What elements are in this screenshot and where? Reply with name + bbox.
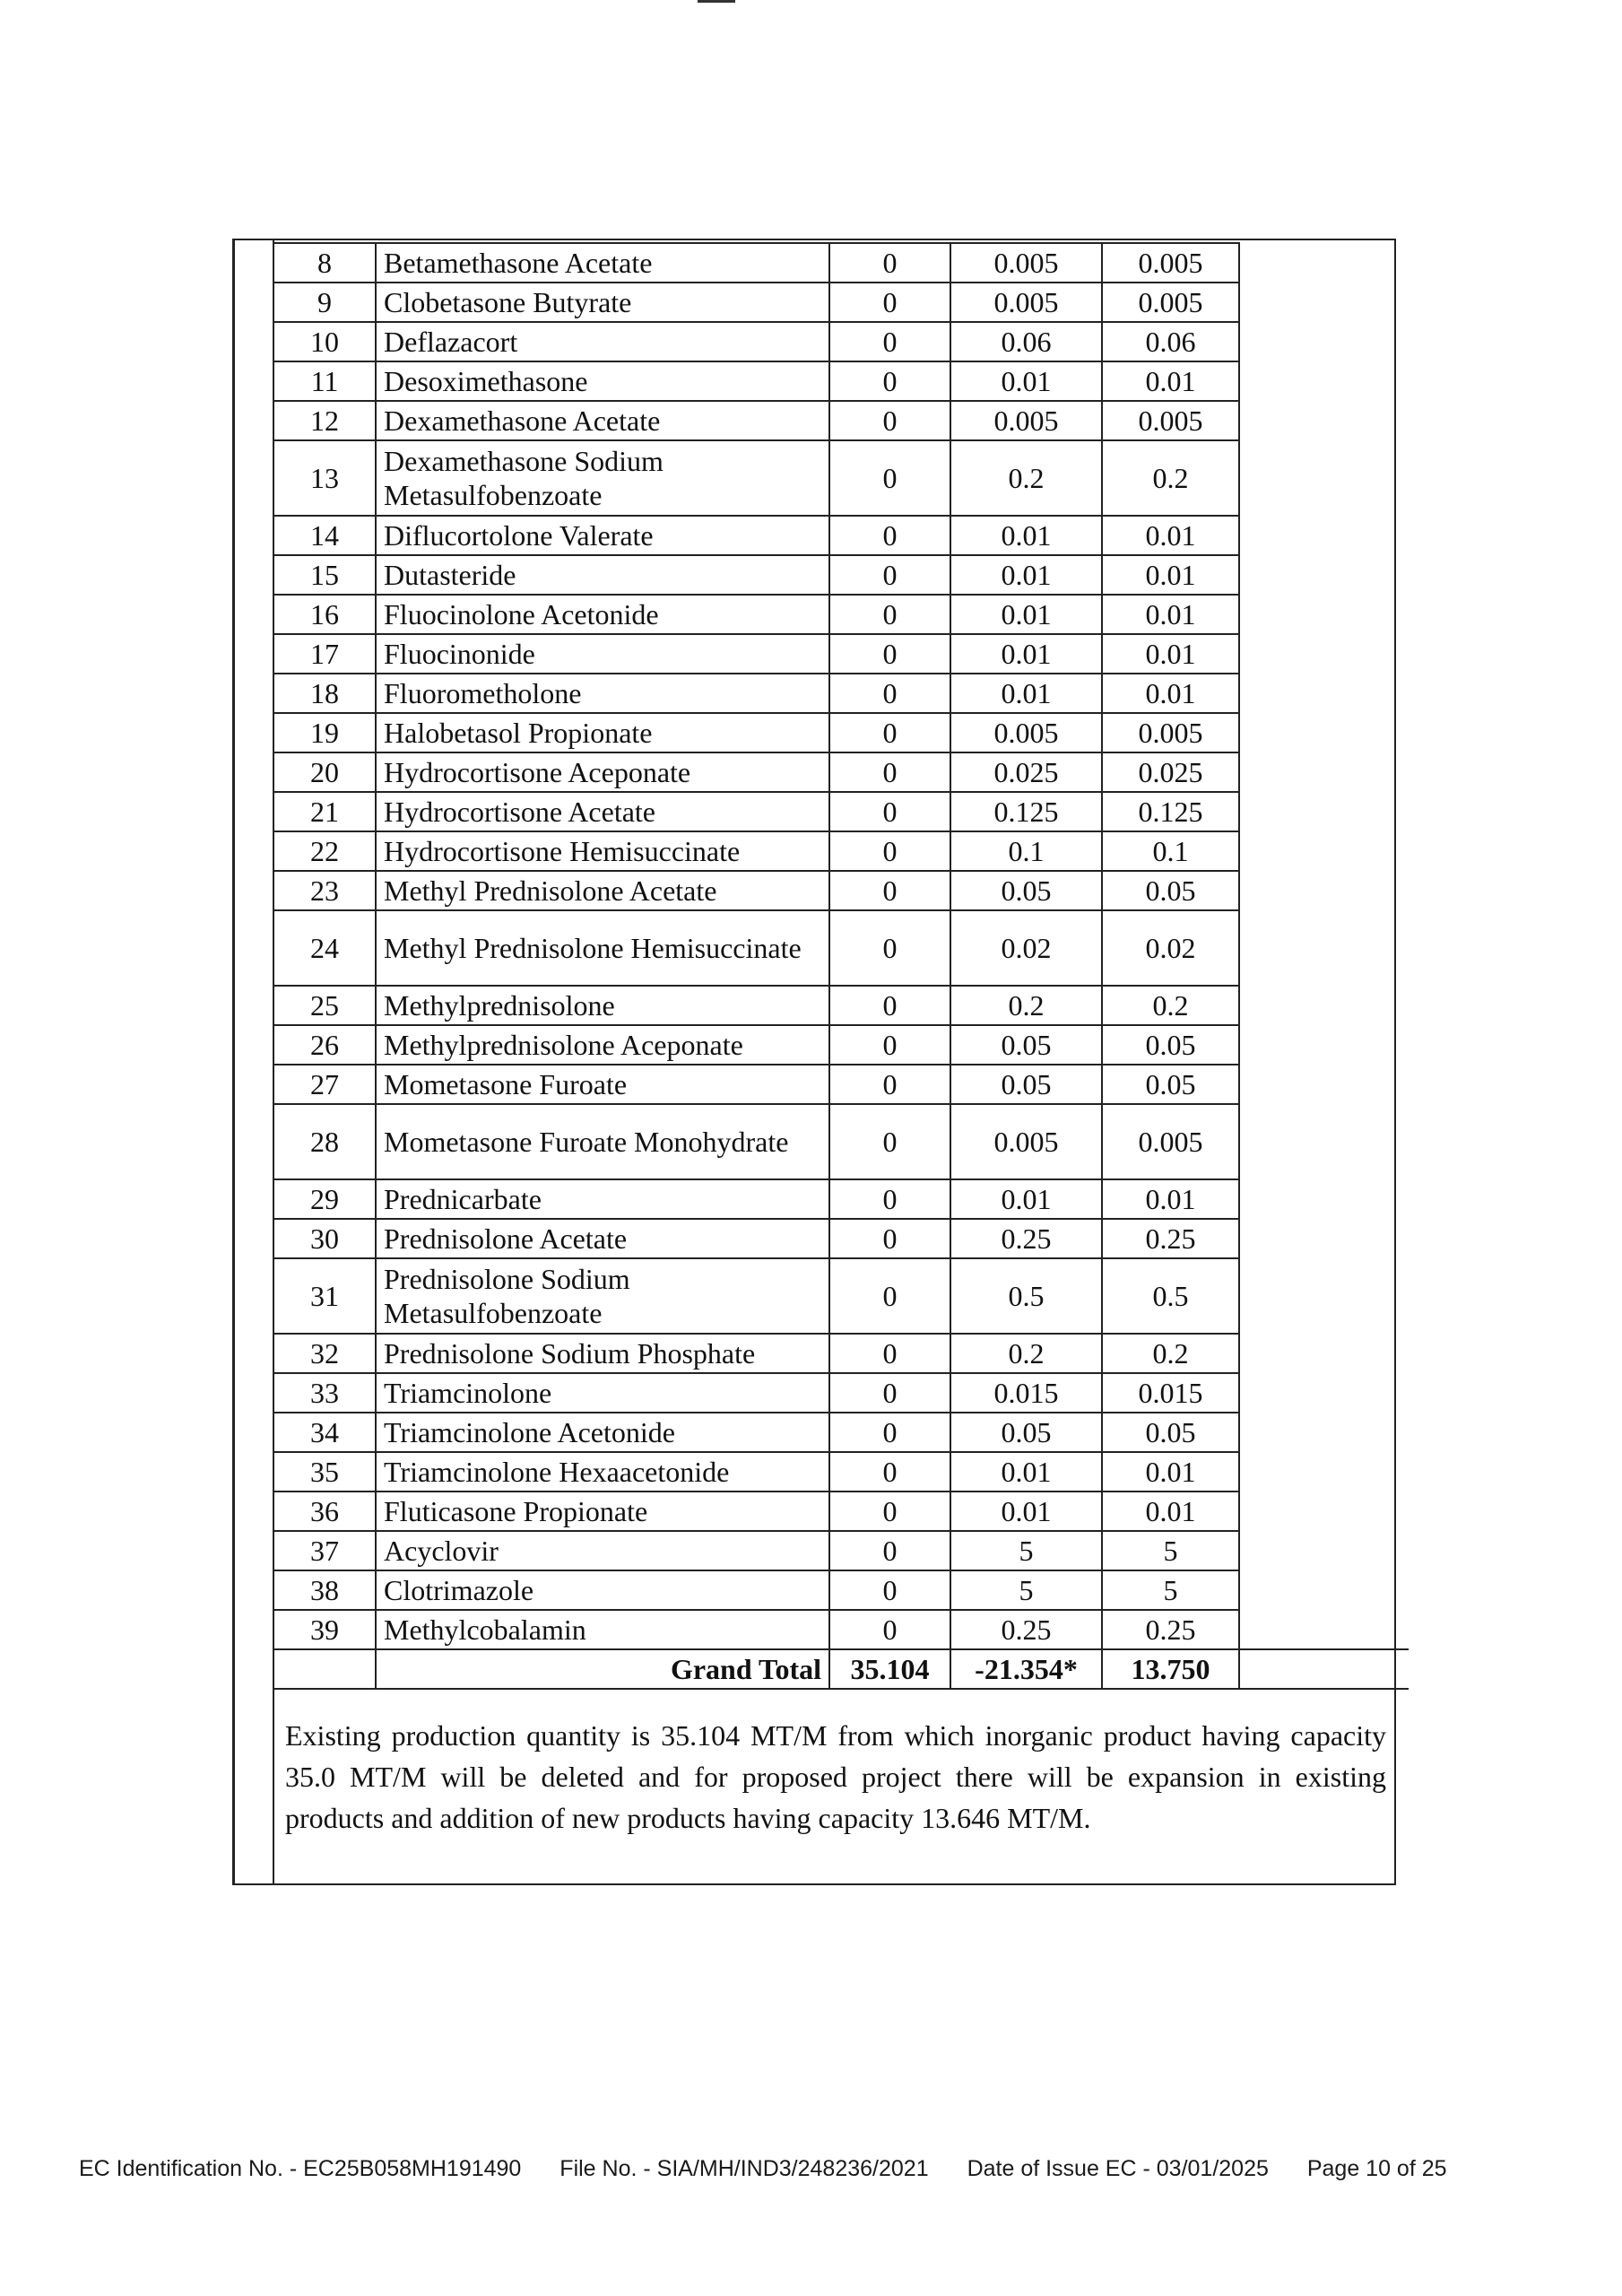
row-proposed-qty: 0.25 xyxy=(950,1610,1102,1649)
row-existing-qty: 0 xyxy=(829,322,950,361)
row-total-qty: 0.2 xyxy=(1102,986,1239,1025)
row-sr-cell: 23 xyxy=(273,871,376,910)
row-blank-cell xyxy=(1239,243,1409,283)
row-sr-cell: 19 xyxy=(273,713,376,752)
row-blank-cell xyxy=(1239,986,1409,1025)
row-proposed-qty: 0.05 xyxy=(950,1025,1102,1065)
row-product-name: Dexamethasone Sodium Metasulfobenzoate xyxy=(376,440,829,516)
row-product-name: Methyl Prednisolone Hemisuccinate xyxy=(376,910,829,986)
row-product-name: Mometasone Furoate xyxy=(376,1065,829,1104)
row-proposed-qty: 0.01 xyxy=(950,1179,1102,1219)
row-proposed-qty: 0.01 xyxy=(950,361,1102,401)
row-blank-cell xyxy=(1239,401,1409,440)
row-sr-cell: 20 xyxy=(273,752,376,792)
table-row xyxy=(273,713,1409,752)
grand-total-sr-cell xyxy=(273,1649,376,1689)
row-total-qty: 0.005 xyxy=(1102,1104,1239,1179)
table-row xyxy=(273,1104,1409,1179)
row-blank-cell xyxy=(1239,1531,1409,1570)
row-existing-qty: 0 xyxy=(829,1104,950,1179)
table-row xyxy=(273,595,1409,634)
row-blank-cell xyxy=(1239,1219,1409,1258)
row-blank-cell xyxy=(1239,1179,1409,1219)
table-row xyxy=(273,1179,1409,1219)
row-existing-qty: 0 xyxy=(829,752,950,792)
grand-total-total: 13.750 xyxy=(1102,1649,1239,1689)
row-total-qty: 0.02 xyxy=(1102,910,1239,986)
row-product-name: Diflucortolone Valerate xyxy=(376,516,829,555)
row-sr-cell: 12 xyxy=(273,401,376,440)
row-total-qty: 0.1 xyxy=(1102,831,1239,871)
table-row xyxy=(273,674,1409,713)
row-proposed-qty: 0.005 xyxy=(950,401,1102,440)
row-total-qty: 0.25 xyxy=(1102,1219,1239,1258)
row-sr-cell: 22 xyxy=(273,831,376,871)
row-product-name: Halobetasol Propionate xyxy=(376,713,829,752)
row-sr-cell: 10 xyxy=(273,322,376,361)
row-blank-cell xyxy=(1239,1373,1409,1413)
row-product-name: Methyl Prednisolone Acetate xyxy=(376,871,829,910)
row-product-name: Fluorometholone xyxy=(376,674,829,713)
row-proposed-qty: 0.02 xyxy=(950,910,1102,986)
row-proposed-qty: 5 xyxy=(950,1531,1102,1570)
row-total-qty: 0.5 xyxy=(1102,1258,1239,1334)
row-product-name: Fluticasone Propionate xyxy=(376,1492,829,1531)
row-product-name: Hydrocortisone Acetate xyxy=(376,792,829,831)
row-blank-cell xyxy=(1239,1025,1409,1065)
row-blank-cell xyxy=(1239,713,1409,752)
footer-date-of-issue: Date of Issue EC - 03/01/2025 xyxy=(967,2156,1269,2181)
table-row xyxy=(273,440,1409,516)
row-proposed-qty: 0.05 xyxy=(950,1413,1102,1452)
row-product-name: Hydrocortisone Aceponate xyxy=(376,752,829,792)
row-product-name: Prednisolone Acetate xyxy=(376,1219,829,1258)
row-total-qty: 0.01 xyxy=(1102,634,1239,674)
row-total-qty: 0.2 xyxy=(1102,1334,1239,1373)
row-sr-cell: 13 xyxy=(273,440,376,516)
row-sr-cell: 27 xyxy=(273,1065,376,1104)
table-row xyxy=(273,283,1409,322)
row-blank-cell xyxy=(1239,1065,1409,1104)
row-proposed-qty: 0.01 xyxy=(950,1492,1102,1531)
row-existing-qty: 0 xyxy=(829,440,950,516)
row-total-qty: 0.25 xyxy=(1102,1610,1239,1649)
row-sr-cell: 17 xyxy=(273,634,376,674)
row-total-qty: 0.2 xyxy=(1102,440,1239,516)
row-total-qty: 0.005 xyxy=(1102,713,1239,752)
row-proposed-qty: 0.01 xyxy=(950,1452,1102,1492)
table-row xyxy=(273,1570,1409,1610)
production-note: Existing production quantity is 35.104 MT/M from which inorganic product having capacity 35.0 MT/M will be deleted and for proposed project there will be expansion in existing products and addition of new products having capacity 13.646 MT/M. xyxy=(285,1719,1386,1834)
row-sr-cell: 32 xyxy=(273,1334,376,1373)
row-existing-qty: 0 xyxy=(829,792,950,831)
row-sr-cell: 14 xyxy=(273,516,376,555)
table-row xyxy=(273,910,1409,986)
row-total-qty: 0.005 xyxy=(1102,401,1239,440)
row-proposed-qty: 0.25 xyxy=(950,1219,1102,1258)
row-sr-cell: 36 xyxy=(273,1492,376,1531)
row-existing-qty: 0 xyxy=(829,1258,950,1334)
row-proposed-qty: 0.01 xyxy=(950,516,1102,555)
row-proposed-qty: 0.025 xyxy=(950,752,1102,792)
row-existing-qty: 0 xyxy=(829,1025,950,1065)
row-total-qty: 0.01 xyxy=(1102,516,1239,555)
table-row xyxy=(273,752,1409,792)
row-proposed-qty: 0.005 xyxy=(950,283,1102,322)
row-total-qty: 0.01 xyxy=(1102,1452,1239,1492)
grand-total-blank-cell xyxy=(1239,1649,1409,1689)
table-row xyxy=(273,322,1409,361)
row-proposed-qty: 0.06 xyxy=(950,322,1102,361)
table-row xyxy=(273,1025,1409,1065)
row-product-name: Clobetasone Butyrate xyxy=(376,283,829,322)
row-sr-cell: 30 xyxy=(273,1219,376,1258)
row-total-qty: 0.01 xyxy=(1102,674,1239,713)
row-existing-qty: 0 xyxy=(829,516,950,555)
row-product-name: Methylprednisolone Aceponate xyxy=(376,1025,829,1065)
grand-total-row xyxy=(273,1649,1409,1689)
row-proposed-qty: 0.01 xyxy=(950,595,1102,634)
row-product-name: Prednisolone Sodium Phosphate xyxy=(376,1334,829,1373)
row-existing-qty: 0 xyxy=(829,831,950,871)
page-footer xyxy=(79,2156,1558,2182)
grand-total-label: Grand Total xyxy=(376,1649,829,1689)
row-total-qty: 0.06 xyxy=(1102,322,1239,361)
table-row xyxy=(273,986,1409,1025)
row-existing-qty: 0 xyxy=(829,1065,950,1104)
footer-ec-identification: EC Identification No. - EC25B058MH191490 xyxy=(79,2156,522,2181)
row-existing-qty: 0 xyxy=(829,555,950,595)
row-total-qty: 0.01 xyxy=(1102,1492,1239,1531)
row-blank-cell xyxy=(1239,322,1409,361)
row-product-name: Triamcinolone Hexaacetonide xyxy=(376,1452,829,1492)
row-product-name: Hydrocortisone Hemisuccinate xyxy=(376,831,829,871)
row-existing-qty: 0 xyxy=(829,1570,950,1610)
row-sr-cell: 35 xyxy=(273,1452,376,1492)
table-body xyxy=(273,243,1409,1689)
grand-total-proposed: -21.354* xyxy=(950,1649,1102,1689)
table-row xyxy=(273,401,1409,440)
row-product-name: Deflazacort xyxy=(376,322,829,361)
table-row xyxy=(273,634,1409,674)
row-existing-qty: 0 xyxy=(829,634,950,674)
row-blank-cell xyxy=(1239,1570,1409,1610)
row-proposed-qty: 0.01 xyxy=(950,674,1102,713)
table-row xyxy=(273,871,1409,910)
grand-total-existing: 35.104 xyxy=(829,1649,950,1689)
row-existing-qty: 0 xyxy=(829,283,950,322)
row-product-name: Betamethasone Acetate xyxy=(376,243,829,283)
row-existing-qty: 0 xyxy=(829,1219,950,1258)
row-existing-qty: 0 xyxy=(829,401,950,440)
row-sr-cell: 38 xyxy=(273,1570,376,1610)
row-product-name: Dutasteride xyxy=(376,555,829,595)
table-row xyxy=(273,1334,1409,1373)
row-product-name: Methylprednisolone xyxy=(376,986,829,1025)
row-proposed-qty: 0.01 xyxy=(950,555,1102,595)
row-sr-cell: 16 xyxy=(273,595,376,634)
row-blank-cell xyxy=(1239,1334,1409,1373)
scan-artifact-mark xyxy=(698,0,735,3)
row-proposed-qty: 0.005 xyxy=(950,713,1102,752)
footer-file-number: File No. - SIA/MH/IND3/248236/2021 xyxy=(559,2156,929,2181)
table-row xyxy=(273,831,1409,871)
table-row xyxy=(273,243,1409,283)
row-existing-qty: 0 xyxy=(829,1452,950,1492)
row-product-name: Fluocinolone Acetonide xyxy=(376,595,829,634)
row-proposed-qty: 0.05 xyxy=(950,871,1102,910)
row-total-qty: 0.015 xyxy=(1102,1373,1239,1413)
row-sr-cell: 24 xyxy=(273,910,376,986)
table-row xyxy=(273,1531,1409,1570)
row-blank-cell xyxy=(1239,792,1409,831)
row-blank-cell xyxy=(1239,910,1409,986)
row-product-name: Clotrimazole xyxy=(376,1570,829,1610)
row-sr-cell: 37 xyxy=(273,1531,376,1570)
row-sr-cell: 28 xyxy=(273,1104,376,1179)
row-existing-qty: 0 xyxy=(829,1179,950,1219)
table-row xyxy=(273,792,1409,831)
row-total-qty: 0.005 xyxy=(1102,283,1239,322)
table-row xyxy=(273,1373,1409,1413)
row-proposed-qty: 0.2 xyxy=(950,440,1102,516)
row-proposed-qty: 0.05 xyxy=(950,1065,1102,1104)
row-sr-cell: 18 xyxy=(273,674,376,713)
row-existing-qty: 0 xyxy=(829,595,950,634)
row-existing-qty: 0 xyxy=(829,871,950,910)
row-sr-cell: 26 xyxy=(273,1025,376,1065)
row-sr-cell: 33 xyxy=(273,1373,376,1413)
row-product-name: Triamcinolone xyxy=(376,1373,829,1413)
product-capacity-table xyxy=(273,242,1409,1690)
row-total-qty: 0.125 xyxy=(1102,792,1239,831)
row-sr-cell: 39 xyxy=(273,1610,376,1649)
table-row xyxy=(273,516,1409,555)
row-sr-cell: 25 xyxy=(273,986,376,1025)
row-proposed-qty: 5 xyxy=(950,1570,1102,1610)
row-existing-qty: 0 xyxy=(829,713,950,752)
row-blank-cell xyxy=(1239,871,1409,910)
row-total-qty: 0.05 xyxy=(1102,1025,1239,1065)
row-total-qty: 5 xyxy=(1102,1531,1239,1570)
footer-page-number: Page 10 of 25 xyxy=(1306,2156,1447,2181)
row-blank-cell xyxy=(1239,595,1409,634)
row-proposed-qty: 0.125 xyxy=(950,792,1102,831)
row-sr-cell: 21 xyxy=(273,792,376,831)
table-row xyxy=(273,1452,1409,1492)
row-product-name: Prednisolone Sodium Metasulfobenzoate xyxy=(376,1258,829,1334)
row-sr-cell: 15 xyxy=(273,555,376,595)
row-product-name: Triamcinolone Acetonide xyxy=(376,1413,829,1452)
row-blank-cell xyxy=(1239,555,1409,595)
row-sr-cell: 29 xyxy=(273,1179,376,1219)
row-blank-cell xyxy=(1239,831,1409,871)
row-proposed-qty: 0.1 xyxy=(950,831,1102,871)
row-blank-cell xyxy=(1239,361,1409,401)
row-blank-cell xyxy=(1239,1413,1409,1452)
row-proposed-qty: 0.2 xyxy=(950,986,1102,1025)
row-product-name: Desoximethasone xyxy=(376,361,829,401)
row-proposed-qty: 0.5 xyxy=(950,1258,1102,1334)
row-proposed-qty: 0.2 xyxy=(950,1334,1102,1373)
row-product-name: Fluocinonide xyxy=(376,634,829,674)
row-total-qty: 0.025 xyxy=(1102,752,1239,792)
row-sr-cell: 34 xyxy=(273,1413,376,1452)
row-total-qty: 0.01 xyxy=(1102,555,1239,595)
row-existing-qty: 0 xyxy=(829,1492,950,1531)
row-total-qty: 0.05 xyxy=(1102,871,1239,910)
row-blank-cell xyxy=(1239,283,1409,322)
row-sr-cell: 31 xyxy=(273,1258,376,1334)
table-row xyxy=(273,555,1409,595)
table-row xyxy=(273,1492,1409,1531)
row-product-name: Mometasone Furoate Monohydrate xyxy=(376,1104,829,1179)
row-total-qty: 0.05 xyxy=(1102,1065,1239,1104)
row-existing-qty: 0 xyxy=(829,674,950,713)
row-product-name: Dexamethasone Acetate xyxy=(376,401,829,440)
table-row xyxy=(273,1610,1409,1649)
row-product-name: Methylcobalamin xyxy=(376,1610,829,1649)
row-proposed-qty: 0.005 xyxy=(950,243,1102,283)
row-proposed-qty: 0.01 xyxy=(950,634,1102,674)
row-blank-cell xyxy=(1239,752,1409,792)
row-existing-qty: 0 xyxy=(829,986,950,1025)
row-existing-qty: 0 xyxy=(829,243,950,283)
row-existing-qty: 0 xyxy=(829,910,950,986)
row-total-qty: 0.005 xyxy=(1102,243,1239,283)
row-total-qty: 5 xyxy=(1102,1570,1239,1610)
row-blank-cell xyxy=(1239,674,1409,713)
table-row xyxy=(273,1219,1409,1258)
row-blank-cell xyxy=(1239,1610,1409,1649)
row-blank-cell xyxy=(1239,1452,1409,1492)
row-existing-qty: 0 xyxy=(829,1413,950,1452)
row-blank-cell xyxy=(1239,1258,1409,1334)
row-sr-cell: 9 xyxy=(273,283,376,322)
row-existing-qty: 0 xyxy=(829,1373,950,1413)
row-blank-cell xyxy=(1239,1104,1409,1179)
row-total-qty: 0.01 xyxy=(1102,1179,1239,1219)
row-total-qty: 0.01 xyxy=(1102,361,1239,401)
table-row xyxy=(273,361,1409,401)
row-total-qty: 0.05 xyxy=(1102,1413,1239,1452)
row-sr-cell: 8 xyxy=(273,243,376,283)
table-row xyxy=(273,1413,1409,1452)
row-proposed-qty: 0.015 xyxy=(950,1373,1102,1413)
row-proposed-qty: 0.005 xyxy=(950,1104,1102,1179)
row-existing-qty: 0 xyxy=(829,1531,950,1570)
row-blank-cell xyxy=(1239,1492,1409,1531)
row-sr-cell: 11 xyxy=(273,361,376,401)
row-existing-qty: 0 xyxy=(829,1334,950,1373)
row-blank-cell xyxy=(1239,440,1409,516)
row-blank-cell xyxy=(1239,634,1409,674)
table-row xyxy=(273,1258,1409,1334)
row-existing-qty: 0 xyxy=(829,361,950,401)
row-existing-qty: 0 xyxy=(829,1610,950,1649)
row-blank-cell xyxy=(1239,516,1409,555)
table-row xyxy=(273,1065,1409,1104)
row-product-name: Acyclovir xyxy=(376,1531,829,1570)
row-total-qty: 0.01 xyxy=(1102,595,1239,634)
row-product-name: Prednicarbate xyxy=(376,1179,829,1219)
